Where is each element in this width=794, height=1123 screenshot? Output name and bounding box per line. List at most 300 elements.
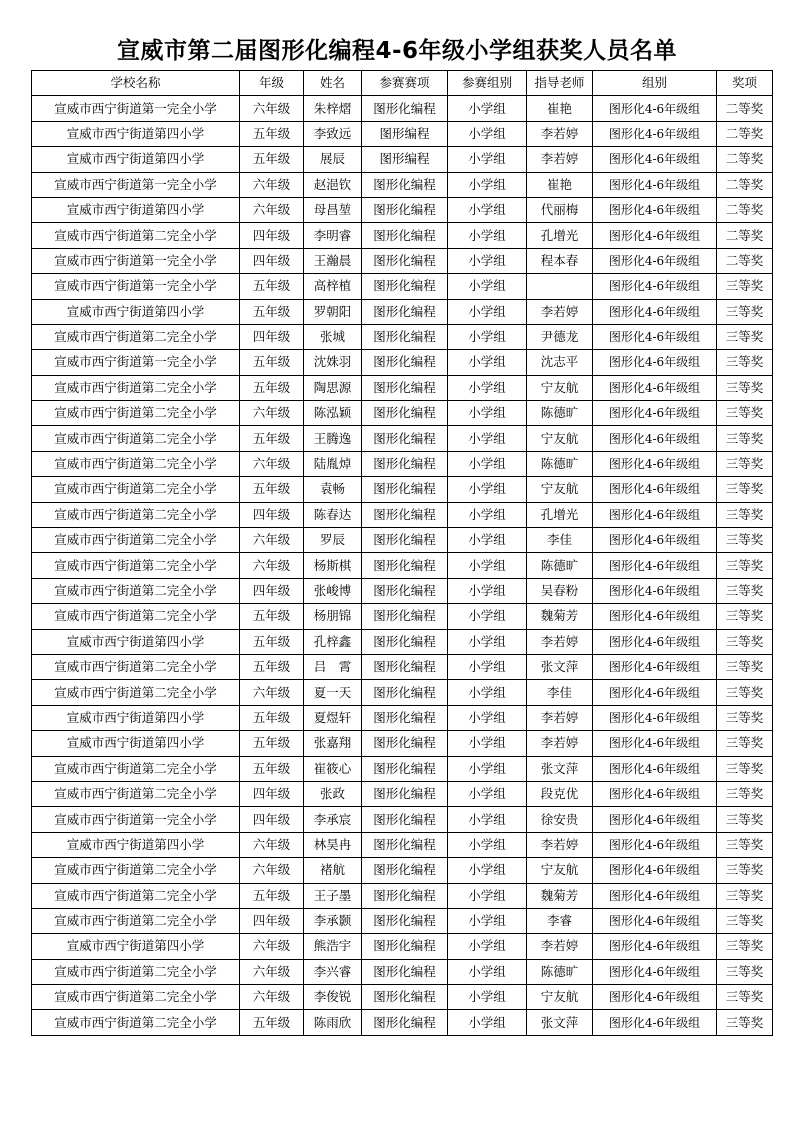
cell-division: 小学组 xyxy=(448,121,527,146)
table-row xyxy=(32,426,773,451)
table-row xyxy=(32,680,773,705)
cell-teacher: 李若婷 xyxy=(527,731,593,756)
cell-name: 王子墨 xyxy=(304,883,362,908)
cell-teacher xyxy=(527,274,593,299)
cell-grade: 六年级 xyxy=(240,832,304,857)
cell-name: 陶思源 xyxy=(304,375,362,400)
cell-division: 小学组 xyxy=(448,147,527,172)
cell-award: 三等奖 xyxy=(717,299,773,324)
cell-event: 图形化编程 xyxy=(362,502,448,527)
cell-teacher: 宁友航 xyxy=(527,985,593,1010)
cell-award: 三等奖 xyxy=(717,553,773,578)
cell-event: 图形化编程 xyxy=(362,299,448,324)
table-row xyxy=(32,502,773,527)
cell-group: 图形化4-6年级组 xyxy=(593,578,717,603)
cell-name: 陈泓颖 xyxy=(304,401,362,426)
cell-event: 图形化编程 xyxy=(362,451,448,476)
cell-name: 高梓植 xyxy=(304,274,362,299)
cell-group: 图形化4-6年级组 xyxy=(593,528,717,553)
cell-teacher: 崔艳 xyxy=(527,172,593,197)
cell-division: 小学组 xyxy=(448,807,527,832)
cell-division: 小学组 xyxy=(448,477,527,502)
cell-grade: 六年级 xyxy=(240,858,304,883)
cell-award: 三等奖 xyxy=(717,985,773,1010)
cell-group: 图形化4-6年级组 xyxy=(593,248,717,273)
table-row xyxy=(32,985,773,1010)
cell-name: 沈姝羽 xyxy=(304,350,362,375)
cell-division: 小学组 xyxy=(448,553,527,578)
table-row xyxy=(32,375,773,400)
cell-teacher: 魏菊芳 xyxy=(527,883,593,908)
cell-division: 小学组 xyxy=(448,451,527,476)
cell-name: 孔梓鑫 xyxy=(304,629,362,654)
table-row xyxy=(32,604,773,629)
cell-award: 三等奖 xyxy=(717,781,773,806)
cell-event: 图形化编程 xyxy=(362,197,448,222)
table-row xyxy=(32,629,773,654)
cell-name: 罗朝阳 xyxy=(304,299,362,324)
cell-division: 小学组 xyxy=(448,781,527,806)
cell-name: 张政 xyxy=(304,781,362,806)
cell-award: 三等奖 xyxy=(717,731,773,756)
cell-event: 图形化编程 xyxy=(362,375,448,400)
cell-division: 小学组 xyxy=(448,248,527,273)
cell-award: 三等奖 xyxy=(717,578,773,603)
cell-group: 图形化4-6年级组 xyxy=(593,858,717,883)
cell-group: 图形化4-6年级组 xyxy=(593,426,717,451)
cell-event: 图形化编程 xyxy=(362,96,448,121)
header-division: 参赛组别 xyxy=(448,71,527,96)
table-row xyxy=(32,832,773,857)
cell-group: 图形化4-6年级组 xyxy=(593,604,717,629)
cell-grade: 四年级 xyxy=(240,908,304,933)
cell-group: 图形化4-6年级组 xyxy=(593,1010,717,1035)
cell-school: 宣威市西宁街道第二完全小学 xyxy=(32,604,240,629)
cell-teacher: 李若婷 xyxy=(527,934,593,959)
cell-grade: 五年级 xyxy=(240,731,304,756)
cell-award: 二等奖 xyxy=(717,147,773,172)
header-group: 组别 xyxy=(593,71,717,96)
cell-name: 王腾逸 xyxy=(304,426,362,451)
cell-award: 三等奖 xyxy=(717,680,773,705)
cell-name: 母昌堃 xyxy=(304,197,362,222)
cell-teacher: 尹德龙 xyxy=(527,324,593,349)
cell-division: 小学组 xyxy=(448,502,527,527)
cell-name: 赵浥钦 xyxy=(304,172,362,197)
cell-award: 二等奖 xyxy=(717,121,773,146)
cell-event: 图形化编程 xyxy=(362,172,448,197)
table-row xyxy=(32,451,773,476)
cell-name: 李承颢 xyxy=(304,908,362,933)
cell-school: 宣威市西宁街道第一完全小学 xyxy=(32,274,240,299)
cell-event: 图形化编程 xyxy=(362,934,448,959)
cell-grade: 五年级 xyxy=(240,629,304,654)
cell-award: 三等奖 xyxy=(717,1010,773,1035)
cell-teacher: 李佳 xyxy=(527,680,593,705)
cell-grade: 六年级 xyxy=(240,197,304,222)
cell-name: 褚航 xyxy=(304,858,362,883)
cell-grade: 五年级 xyxy=(240,604,304,629)
cell-group: 图形化4-6年级组 xyxy=(593,96,717,121)
cell-grade: 四年级 xyxy=(240,781,304,806)
table-row xyxy=(32,350,773,375)
cell-award: 三等奖 xyxy=(717,350,773,375)
cell-division: 小学组 xyxy=(448,832,527,857)
cell-grade: 六年级 xyxy=(240,959,304,984)
cell-division: 小学组 xyxy=(448,731,527,756)
table-row xyxy=(32,578,773,603)
table-row xyxy=(32,705,773,730)
cell-event: 图形化编程 xyxy=(362,629,448,654)
cell-name: 夏煜轩 xyxy=(304,705,362,730)
cell-grade: 四年级 xyxy=(240,502,304,527)
header-grade: 年级 xyxy=(240,71,304,96)
cell-group: 图形化4-6年级组 xyxy=(593,832,717,857)
cell-school: 宣威市西宁街道第二完全小学 xyxy=(32,908,240,933)
cell-school: 宣威市西宁街道第一完全小学 xyxy=(32,248,240,273)
cell-teacher: 程本春 xyxy=(527,248,593,273)
cell-group: 图形化4-6年级组 xyxy=(593,680,717,705)
cell-award: 三等奖 xyxy=(717,883,773,908)
cell-group: 图形化4-6年级组 xyxy=(593,781,717,806)
cell-grade: 六年级 xyxy=(240,401,304,426)
cell-teacher: 宁友航 xyxy=(527,858,593,883)
cell-teacher: 宁友航 xyxy=(527,375,593,400)
cell-award: 二等奖 xyxy=(717,172,773,197)
cell-grade: 五年级 xyxy=(240,426,304,451)
cell-award: 三等奖 xyxy=(717,324,773,349)
table-row xyxy=(32,147,773,172)
cell-school: 宣威市西宁街道第二完全小学 xyxy=(32,1010,240,1035)
cell-teacher: 李若婷 xyxy=(527,705,593,730)
cell-event: 图形编程 xyxy=(362,147,448,172)
cell-teacher: 吴春粉 xyxy=(527,578,593,603)
cell-event: 图形化编程 xyxy=(362,1010,448,1035)
cell-school: 宣威市西宁街道第二完全小学 xyxy=(32,985,240,1010)
header-name: 姓名 xyxy=(304,71,362,96)
cell-name: 王瀚晨 xyxy=(304,248,362,273)
cell-division: 小学组 xyxy=(448,883,527,908)
cell-school: 宣威市西宁街道第一完全小学 xyxy=(32,172,240,197)
table-row xyxy=(32,908,773,933)
cell-award: 二等奖 xyxy=(717,248,773,273)
cell-teacher: 张文萍 xyxy=(527,1010,593,1035)
cell-teacher: 李睿 xyxy=(527,908,593,933)
cell-group: 图形化4-6年级组 xyxy=(593,477,717,502)
cell-division: 小学组 xyxy=(448,934,527,959)
cell-name: 崔筱心 xyxy=(304,756,362,781)
cell-grade: 五年级 xyxy=(240,705,304,730)
cell-teacher: 孔增光 xyxy=(527,223,593,248)
cell-group: 图形化4-6年级组 xyxy=(593,299,717,324)
cell-event: 图形化编程 xyxy=(362,223,448,248)
cell-grade: 四年级 xyxy=(240,248,304,273)
cell-teacher: 段克优 xyxy=(527,781,593,806)
cell-grade: 五年级 xyxy=(240,1010,304,1035)
cell-award: 三等奖 xyxy=(717,375,773,400)
cell-award: 三等奖 xyxy=(717,705,773,730)
cell-division: 小学组 xyxy=(448,426,527,451)
cell-award: 三等奖 xyxy=(717,908,773,933)
table-row xyxy=(32,553,773,578)
cell-event: 图形化编程 xyxy=(362,477,448,502)
cell-teacher: 陈德旷 xyxy=(527,451,593,476)
cell-division: 小学组 xyxy=(448,528,527,553)
cell-group: 图形化4-6年级组 xyxy=(593,401,717,426)
cell-school: 宣威市西宁街道第二完全小学 xyxy=(32,654,240,679)
cell-grade: 四年级 xyxy=(240,223,304,248)
cell-grade: 六年级 xyxy=(240,934,304,959)
cell-award: 三等奖 xyxy=(717,934,773,959)
cell-name: 林昊冉 xyxy=(304,832,362,857)
cell-division: 小学组 xyxy=(448,401,527,426)
cell-teacher: 崔艳 xyxy=(527,96,593,121)
cell-school: 宣威市西宁街道第二完全小学 xyxy=(32,451,240,476)
cell-grade: 六年级 xyxy=(240,451,304,476)
cell-group: 图形化4-6年级组 xyxy=(593,172,717,197)
cell-group: 图形化4-6年级组 xyxy=(593,451,717,476)
cell-award: 二等奖 xyxy=(717,223,773,248)
cell-grade: 四年级 xyxy=(240,578,304,603)
cell-division: 小学组 xyxy=(448,324,527,349)
cell-event: 图形化编程 xyxy=(362,553,448,578)
cell-event: 图形编程 xyxy=(362,121,448,146)
cell-group: 图形化4-6年级组 xyxy=(593,807,717,832)
cell-division: 小学组 xyxy=(448,223,527,248)
cell-teacher: 陈德旷 xyxy=(527,553,593,578)
cell-teacher: 宁友航 xyxy=(527,477,593,502)
cell-grade: 五年级 xyxy=(240,121,304,146)
cell-school: 宣威市西宁街道第二完全小学 xyxy=(32,578,240,603)
cell-school: 宣威市西宁街道第二完全小学 xyxy=(32,756,240,781)
table-row xyxy=(32,781,773,806)
cell-group: 图形化4-6年级组 xyxy=(593,985,717,1010)
cell-group: 图形化4-6年级组 xyxy=(593,959,717,984)
cell-division: 小学组 xyxy=(448,350,527,375)
cell-group: 图形化4-6年级组 xyxy=(593,908,717,933)
cell-name: 夏一天 xyxy=(304,680,362,705)
cell-division: 小学组 xyxy=(448,96,527,121)
table-row xyxy=(32,299,773,324)
cell-school: 宣威市西宁街道第二完全小学 xyxy=(32,324,240,349)
cell-grade: 五年级 xyxy=(240,375,304,400)
cell-group: 图形化4-6年级组 xyxy=(593,502,717,527)
cell-grade: 五年级 xyxy=(240,350,304,375)
cell-division: 小学组 xyxy=(448,375,527,400)
cell-division: 小学组 xyxy=(448,858,527,883)
table-row xyxy=(32,731,773,756)
cell-teacher: 宁友航 xyxy=(527,426,593,451)
cell-name: 陆胤焯 xyxy=(304,451,362,476)
cell-school: 宣威市西宁街道第二完全小学 xyxy=(32,223,240,248)
table-row xyxy=(32,477,773,502)
cell-name: 张峻博 xyxy=(304,578,362,603)
cell-grade: 六年级 xyxy=(240,96,304,121)
cell-teacher: 孔增光 xyxy=(527,502,593,527)
cell-grade: 六年级 xyxy=(240,553,304,578)
cell-school: 宣威市西宁街道第二完全小学 xyxy=(32,528,240,553)
cell-group: 图形化4-6年级组 xyxy=(593,375,717,400)
cell-division: 小学组 xyxy=(448,1010,527,1035)
cell-event: 图形化编程 xyxy=(362,883,448,908)
cell-group: 图形化4-6年级组 xyxy=(593,705,717,730)
cell-teacher: 沈志平 xyxy=(527,350,593,375)
cell-teacher: 李若婷 xyxy=(527,832,593,857)
table-row xyxy=(32,756,773,781)
cell-event: 图形化编程 xyxy=(362,731,448,756)
cell-name: 张嘉翔 xyxy=(304,731,362,756)
cell-school: 宣威市西宁街道第二完全小学 xyxy=(32,858,240,883)
cell-award: 三等奖 xyxy=(717,274,773,299)
cell-name: 杨朋锦 xyxy=(304,604,362,629)
cell-name: 李明睿 xyxy=(304,223,362,248)
cell-event: 图形化编程 xyxy=(362,350,448,375)
cell-event: 图形化编程 xyxy=(362,959,448,984)
table-row xyxy=(32,172,773,197)
cell-grade: 五年级 xyxy=(240,477,304,502)
cell-event: 图形化编程 xyxy=(362,401,448,426)
header-teacher: 指导老师 xyxy=(527,71,593,96)
cell-award: 三等奖 xyxy=(717,477,773,502)
cell-division: 小学组 xyxy=(448,705,527,730)
cell-school: 宣威市西宁街道第一完全小学 xyxy=(32,96,240,121)
table-row xyxy=(32,197,773,222)
awards-table xyxy=(31,70,773,1036)
cell-school: 宣威市西宁街道第二完全小学 xyxy=(32,426,240,451)
cell-event: 图形化编程 xyxy=(362,705,448,730)
cell-teacher: 李若婷 xyxy=(527,121,593,146)
cell-teacher: 陈德旷 xyxy=(527,401,593,426)
table-row xyxy=(32,96,773,121)
cell-name: 杨斯棋 xyxy=(304,553,362,578)
cell-grade: 六年级 xyxy=(240,680,304,705)
table-row xyxy=(32,274,773,299)
cell-school: 宣威市西宁街道第一完全小学 xyxy=(32,807,240,832)
table-row xyxy=(32,959,773,984)
cell-award: 三等奖 xyxy=(717,426,773,451)
cell-name: 李承宸 xyxy=(304,807,362,832)
cell-group: 图形化4-6年级组 xyxy=(593,197,717,222)
cell-award: 三等奖 xyxy=(717,654,773,679)
cell-grade: 五年级 xyxy=(240,756,304,781)
cell-grade: 五年级 xyxy=(240,654,304,679)
cell-teacher: 陈德旷 xyxy=(527,959,593,984)
table-row xyxy=(32,324,773,349)
cell-school: 宣威市西宁街道第二完全小学 xyxy=(32,375,240,400)
cell-group: 图形化4-6年级组 xyxy=(593,223,717,248)
cell-award: 三等奖 xyxy=(717,832,773,857)
cell-teacher: 代丽梅 xyxy=(527,197,593,222)
cell-grade: 五年级 xyxy=(240,147,304,172)
table-row xyxy=(32,858,773,883)
cell-school: 宣威市西宁街道第一完全小学 xyxy=(32,350,240,375)
cell-event: 图形化编程 xyxy=(362,248,448,273)
cell-name: 张城 xyxy=(304,324,362,349)
cell-school: 宣威市西宁街道第四小学 xyxy=(32,934,240,959)
cell-group: 图形化4-6年级组 xyxy=(593,553,717,578)
cell-award: 二等奖 xyxy=(717,96,773,121)
cell-school: 宣威市西宁街道第四小学 xyxy=(32,629,240,654)
cell-grade: 五年级 xyxy=(240,883,304,908)
cell-school: 宣威市西宁街道第四小学 xyxy=(32,147,240,172)
table-row xyxy=(32,807,773,832)
cell-school: 宣威市西宁街道第二完全小学 xyxy=(32,553,240,578)
cell-name: 陈雨欣 xyxy=(304,1010,362,1035)
cell-division: 小学组 xyxy=(448,680,527,705)
cell-name: 吕 霄 xyxy=(304,654,362,679)
cell-group: 图形化4-6年级组 xyxy=(593,629,717,654)
cell-award: 三等奖 xyxy=(717,858,773,883)
table-row xyxy=(32,934,773,959)
cell-teacher: 徐安贵 xyxy=(527,807,593,832)
cell-name: 李俊锐 xyxy=(304,985,362,1010)
cell-school: 宣威市西宁街道第四小学 xyxy=(32,731,240,756)
cell-event: 图形化编程 xyxy=(362,604,448,629)
cell-teacher: 魏菊芳 xyxy=(527,604,593,629)
cell-name: 朱梓熠 xyxy=(304,96,362,121)
cell-event: 图形化编程 xyxy=(362,781,448,806)
cell-event: 图形化编程 xyxy=(362,807,448,832)
cell-group: 图形化4-6年级组 xyxy=(593,731,717,756)
cell-event: 图形化编程 xyxy=(362,985,448,1010)
cell-event: 图形化编程 xyxy=(362,908,448,933)
header-award: 奖项 xyxy=(717,71,773,96)
cell-division: 小学组 xyxy=(448,578,527,603)
cell-teacher: 张文萍 xyxy=(527,756,593,781)
cell-school: 宣威市西宁街道第四小学 xyxy=(32,197,240,222)
cell-event: 图形化编程 xyxy=(362,680,448,705)
table-body xyxy=(32,96,773,1035)
cell-division: 小学组 xyxy=(448,197,527,222)
cell-name: 李兴睿 xyxy=(304,959,362,984)
table-header-row xyxy=(32,71,773,96)
cell-division: 小学组 xyxy=(448,959,527,984)
cell-name: 李致远 xyxy=(304,121,362,146)
table-row xyxy=(32,654,773,679)
cell-event: 图形化编程 xyxy=(362,756,448,781)
table-row xyxy=(32,121,773,146)
table-row xyxy=(32,401,773,426)
cell-school: 宣威市西宁街道第四小学 xyxy=(32,121,240,146)
cell-school: 宣威市西宁街道第四小学 xyxy=(32,705,240,730)
cell-group: 图形化4-6年级组 xyxy=(593,121,717,146)
cell-event: 图形化编程 xyxy=(362,832,448,857)
cell-group: 图形化4-6年级组 xyxy=(593,324,717,349)
table-row xyxy=(32,223,773,248)
cell-event: 图形化编程 xyxy=(362,654,448,679)
cell-grade: 六年级 xyxy=(240,985,304,1010)
cell-award: 三等奖 xyxy=(717,807,773,832)
cell-award: 三等奖 xyxy=(717,502,773,527)
cell-school: 宣威市西宁街道第二完全小学 xyxy=(32,401,240,426)
cell-division: 小学组 xyxy=(448,985,527,1010)
cell-group: 图形化4-6年级组 xyxy=(593,883,717,908)
cell-award: 三等奖 xyxy=(717,756,773,781)
table-row xyxy=(32,528,773,553)
cell-teacher: 李若婷 xyxy=(527,299,593,324)
cell-event: 图形化编程 xyxy=(362,274,448,299)
cell-group: 图形化4-6年级组 xyxy=(593,147,717,172)
cell-event: 图形化编程 xyxy=(362,324,448,349)
cell-school: 宣威市西宁街道第二完全小学 xyxy=(32,781,240,806)
cell-teacher: 李若婷 xyxy=(527,629,593,654)
cell-grade: 五年级 xyxy=(240,274,304,299)
cell-division: 小学组 xyxy=(448,629,527,654)
cell-division: 小学组 xyxy=(448,299,527,324)
table-row xyxy=(32,883,773,908)
cell-name: 熊浩宇 xyxy=(304,934,362,959)
cell-school: 宣威市西宁街道第二完全小学 xyxy=(32,680,240,705)
